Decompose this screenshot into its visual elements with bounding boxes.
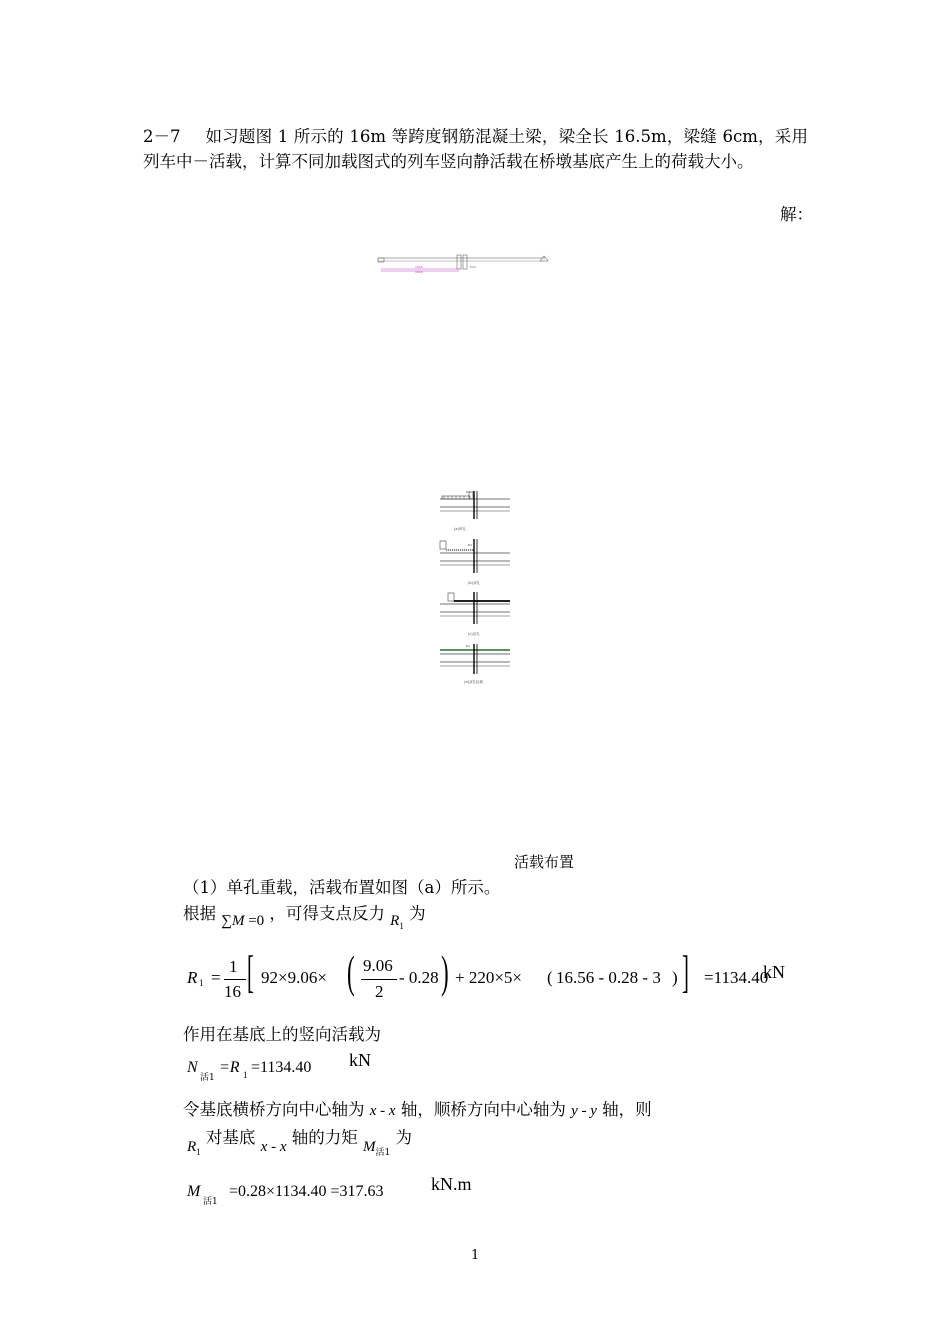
moment-a: 对基底 [205, 1128, 256, 1147]
eq1-term-b: - 0.28 [399, 968, 439, 987]
load-layout-figure-d [438, 642, 512, 686]
eq3-lhs: M [187, 1183, 201, 1200]
eq1-result: =1134.40 [704, 968, 769, 987]
svg-text:R1: R1 [468, 543, 472, 547]
axes-a: 令基底横桥方向中心轴为 [183, 1100, 365, 1119]
eq1-frac2-den: 2 [375, 982, 384, 1001]
figure-b-label: (b)双孔 [468, 581, 480, 585]
axes-c: 轴，则 [602, 1100, 652, 1119]
figure-c-label: (c)双孔 [468, 632, 480, 636]
eq2-rhs-sub: 1 [243, 1070, 248, 1080]
eq2-lhs: N [187, 1059, 198, 1076]
moment-axis: x - x [260, 1139, 287, 1155]
axes-b: 轴，顺桥方向中心轴为 [400, 1100, 566, 1119]
axis-x: x - x [369, 1103, 396, 1119]
eq2-lhs-sub: 活1 [200, 1073, 215, 1083]
eq3-unit: kN.m [431, 1174, 472, 1194]
eq2-unit: kN [349, 1050, 371, 1070]
problem-number: 2－7 [143, 127, 181, 146]
load-layout-figure-a [438, 489, 512, 533]
basis-line [183, 900, 426, 931]
eq1-frac1-num: 1 [229, 957, 238, 976]
eq1-frac1-den: 16 [224, 982, 241, 1001]
r1-symbol: $R_1$ [390, 913, 404, 931]
svg-text:1650: 1650 [415, 265, 423, 269]
eq3-lhs-sub: 活1 [203, 1197, 218, 1207]
eq3-rhs: =0.28×1134.40 =317.63 [229, 1183, 384, 1200]
eq1-term-a: 92×9.06× [261, 968, 327, 987]
svg-text:1600: 1600 [415, 270, 423, 274]
moment-r1: $R_1$ [187, 1139, 201, 1157]
axes-line [183, 1096, 652, 1120]
problem-text: 如习题图 1 所示的 16m 等跨度钢筋混凝土梁，梁全长 16.5m，梁缝 6cm，采用列车中－活载，计算不同加载图式的列车竖向静活载在桥墩基底产生上的荷载大小。 [143, 127, 808, 171]
eq1-lhs: R [187, 968, 198, 987]
sum-m-zero: ∑M =0 [221, 913, 265, 929]
eq2-result: =1134.40 [251, 1059, 312, 1076]
moment-line [187, 1124, 412, 1158]
eq1-lhs-sub: 1 [199, 978, 204, 988]
eq1-unit: kN [763, 962, 785, 982]
eq1-term-d: 16.56 - 0.28 - 3 [556, 968, 661, 987]
svg-text:R1: R1 [466, 644, 470, 648]
figure-caption: 活载布置 [514, 853, 575, 871]
eq2-rhs: =R [219, 1059, 240, 1076]
load-layout-figure-c [438, 590, 512, 638]
load-layout-figure-b [438, 537, 512, 587]
answer-label: 解： [780, 205, 813, 224]
figure-a-label: (a)单孔 [454, 527, 466, 531]
svg-text:R1: R1 [466, 490, 470, 494]
problem-statement [143, 124, 808, 174]
moment-b: 轴的力矩 [291, 1128, 358, 1147]
moment-m-symbol: $M_{活1}$ [362, 1139, 391, 1158]
basis-post: 为 [409, 904, 426, 923]
beam-elevation-figure [375, 250, 555, 276]
basis-pre: 根据 [183, 904, 216, 923]
svg-text:5cm: 5cm [470, 265, 477, 269]
page-number: 1 [471, 1248, 480, 1263]
step1-text: （1）单孔重载，活载布置如图（a）所示。 [183, 878, 501, 897]
axis-y: y - y [571, 1103, 597, 1119]
vertical-load-line: 作用在基底上的竖向活载为 [183, 1025, 381, 1044]
figure-d-label: (d)双孔轻载 [464, 680, 483, 684]
basis-mid: ，可得支点反力 [269, 904, 385, 923]
eq1-term-c: + 220×5× [455, 968, 523, 987]
moment-c: 为 [395, 1128, 412, 1147]
eq1-frac2-num: 9.06 [363, 956, 393, 975]
